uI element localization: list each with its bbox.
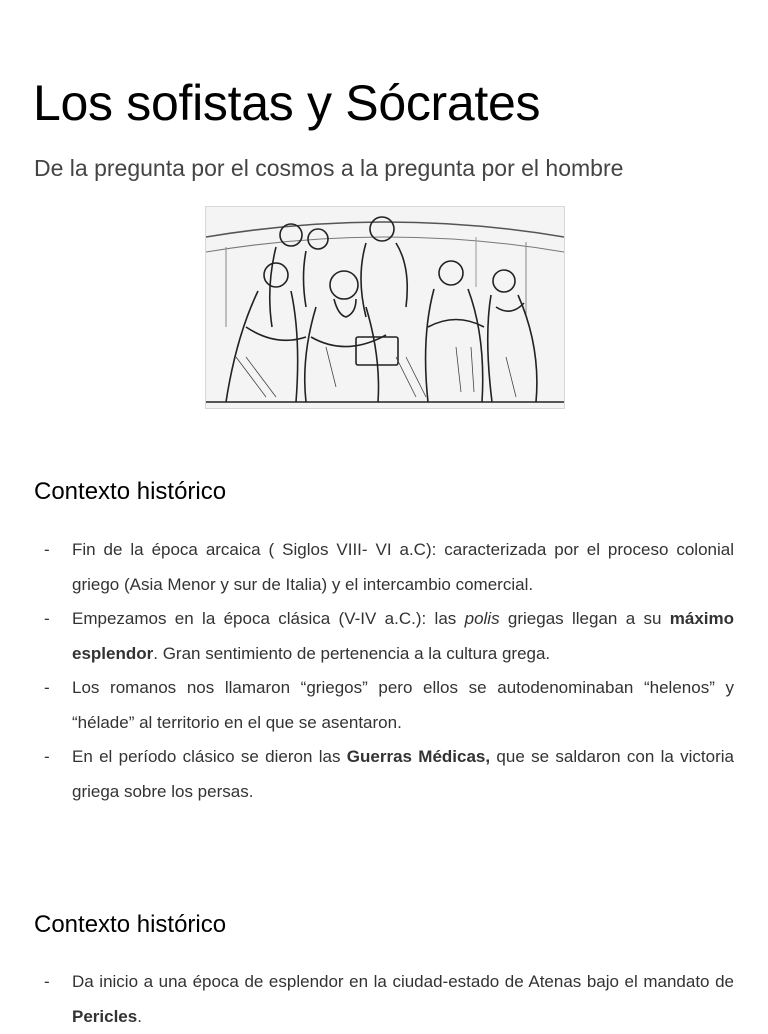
page-subtitle: De la pregunta por el cosmos a la pregunta por el hombre [34,155,624,181]
list-item: - Fin de la época arcaica ( Siglos VIII- VI a.C): caracterizada por el proceso colonial griego (Asia Menor y sur de Italia) y el intercambio comercial. [0,533,768,602]
section-heading-context-1: Contexto histórico [34,478,227,505]
list-item: - Empezamos en la época clásica (V-IV a.C.): las polis griegas llegan a su máximo esplendor. Gran sentimiento de pertenencia a la cultura grega. [0,602,768,671]
list-item: - Da inicio a una época de esplendor en la ciudad-estado de Atenas bajo el mandato de Pericles. [0,965,768,1034]
bullet-dash: - [44,678,50,697]
page-title: Los sofistas y Sócrates [33,75,541,131]
guerras-medicas-term: Guerras Médicas, [346,747,491,766]
pericles-term: Pericles [72,1006,138,1026]
socrates-illustration [205,206,565,409]
section-heading-context-2: Contexto histórico [34,911,227,938]
bullet-dash: - [44,972,50,991]
list-item: - Los romanos nos llamaron “griegos” pero ellos se autodenominaban “helenos” y “hélade” al territorio en el que se asentaron. [0,671,768,740]
polis-term: polis [464,609,500,628]
list-item: - En el período clásico se dieron las Guerras Médicas, que se saldaron con la victoria griega sobre los persas. [0,740,768,809]
bullet-dash: - [44,747,50,766]
maximo-esplendor-term: máximo esplendor [72,609,735,663]
context-list-1 [0,533,768,809]
bullet-dash: - [44,609,50,628]
bullet-dash: - [44,540,50,559]
